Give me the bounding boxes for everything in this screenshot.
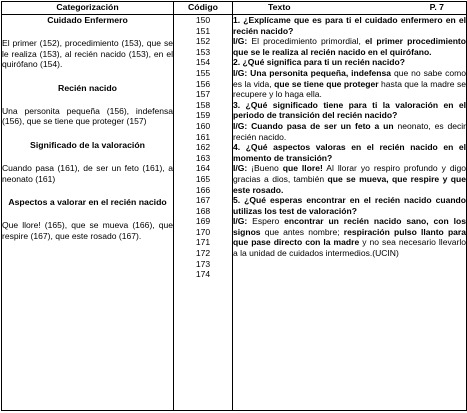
categorization-table [1, 1, 467, 411]
category-section [2, 83, 173, 127]
category-title: Recién nacido [58, 82, 117, 93]
category-section [2, 140, 173, 184]
answer-run: hasta que la madre se recupere y lo haga ella. [233, 78, 466, 100]
category-body: Cuando pasa (161), de ser un feto (161), a neonato (161) [2, 162, 173, 184]
line-code: 165 [195, 173, 211, 184]
answer-run: que antes nombre; [260, 226, 344, 237]
category-body: El primer (152), procedimiento (153), que se le realiza (153), al recién nacido (153), en el quirófano (154). [2, 38, 173, 70]
interview-question: 3. ¿Qué significado tiene para ti la valoración en el periodo de transición del recién nacido? [233, 99, 466, 121]
header-categorization: Categorización [2, 2, 174, 15]
line-code: 164 [195, 163, 211, 174]
header-text-cell [233, 2, 467, 15]
answer-run: Al llorar yo respiro profundo y digo gracias a dios, también [233, 163, 467, 184]
category-body: Que llore! (165), que se mueva (166), que respire (167), que este rosado (167). [2, 220, 173, 241]
line-code: 161 [195, 131, 211, 142]
line-code: 159 [195, 110, 211, 121]
interview-answer [233, 163, 466, 195]
line-code: 155 [195, 67, 211, 78]
answer-bold-run: respiración pulso llanto para que pase directo con la madre [233, 226, 466, 248]
answer-bold-run: que se mueva, que respire y que este rosado. [233, 173, 467, 195]
line-code: 163 [195, 152, 211, 163]
answer-run: que no sabe como es la vida, [233, 67, 466, 89]
line-code: 153 [195, 46, 211, 57]
answer-run: neonato, es decir recién nacido. [233, 120, 466, 142]
category-body: Una personita pequeña (156), indefensa (156), que se tiene que proteger (157) [2, 105, 173, 127]
header-code: Código [174, 2, 233, 15]
line-code: 169 [195, 216, 211, 227]
category-section [2, 197, 173, 241]
answer-bold-run: I/G: [233, 163, 248, 174]
line-code: 174 [195, 269, 211, 280]
answer-bold-run: que se tiene que proteger [274, 78, 379, 89]
answer-run: El procedimiento primordial, [247, 36, 366, 47]
category-title: Aspectos a valorar en el recién nacido [8, 197, 167, 208]
line-code: 173 [195, 258, 211, 269]
line-code: 170 [195, 226, 211, 237]
line-code: 167 [195, 195, 211, 206]
line-code: 166 [195, 184, 211, 195]
answer-run: Espero [247, 216, 285, 227]
answer-bold-run: encontrar un recién nacido sano, con los signos [233, 216, 466, 237]
answer-bold-run: I/G: [233, 216, 248, 227]
line-code: 154 [195, 57, 211, 68]
interview-question: 1. ¿Explícame que es para ti el cuidado enfermero en el recién nacido? [233, 15, 466, 36]
line-code: 158 [195, 99, 211, 110]
category-title: Significado de la valoración [30, 139, 145, 150]
line-code: 171 [195, 237, 211, 248]
line-code: 162 [195, 142, 211, 153]
categories-cell [2, 15, 174, 411]
answer-bold-run: el primer procedimiento que se le realiza al recién nacido en el quirófano. [233, 36, 466, 57]
line-code: 160 [195, 120, 211, 131]
interview-question: 2. ¿Qué significa para ti un recién nacido? [233, 57, 405, 68]
answer-run: y no sea necesario llevarlo a la unidad de cuidados intermedios.(UCIN) [233, 237, 466, 259]
line-code: 156 [195, 78, 211, 89]
text-cell [233, 15, 467, 411]
header-text: Texto [268, 2, 291, 12]
interview-answer [233, 36, 466, 57]
answer-bold-run: que llore! [282, 163, 323, 174]
category-title: Cuidado Enfermero [47, 15, 128, 25]
header-page: P. 7 [429, 2, 444, 12]
answer-bold-run: I/G: [233, 36, 248, 47]
codes-cell [174, 15, 233, 411]
line-code: 152 [195, 36, 211, 47]
line-code: 157 [195, 89, 211, 100]
interview-question: 4. ¿Qué aspectos valoras en el recién nacido en el momento de transición? [233, 142, 466, 163]
interview-answer [233, 216, 466, 258]
answer-bold-run: I/G: Una personita pequeña, indefensa [233, 67, 392, 78]
line-code: 172 [195, 248, 211, 259]
interview-answer [233, 68, 466, 100]
interview-answer [233, 121, 466, 142]
answer-run: ¡Bueno [247, 163, 283, 174]
table-body-row [2, 15, 467, 411]
line-code: 150 [195, 15, 211, 25]
line-code: 151 [195, 25, 211, 36]
category-section [2, 15, 173, 70]
line-code: 168 [195, 205, 211, 216]
table-header-row [2, 2, 467, 15]
answer-bold-run: I/G: Cuando pasa de ser un feto a un [233, 120, 394, 131]
interview-question: 5. ¿Qué esperas encontrar en el recién nacido cuando utilizas los test de valoración? [233, 195, 466, 216]
